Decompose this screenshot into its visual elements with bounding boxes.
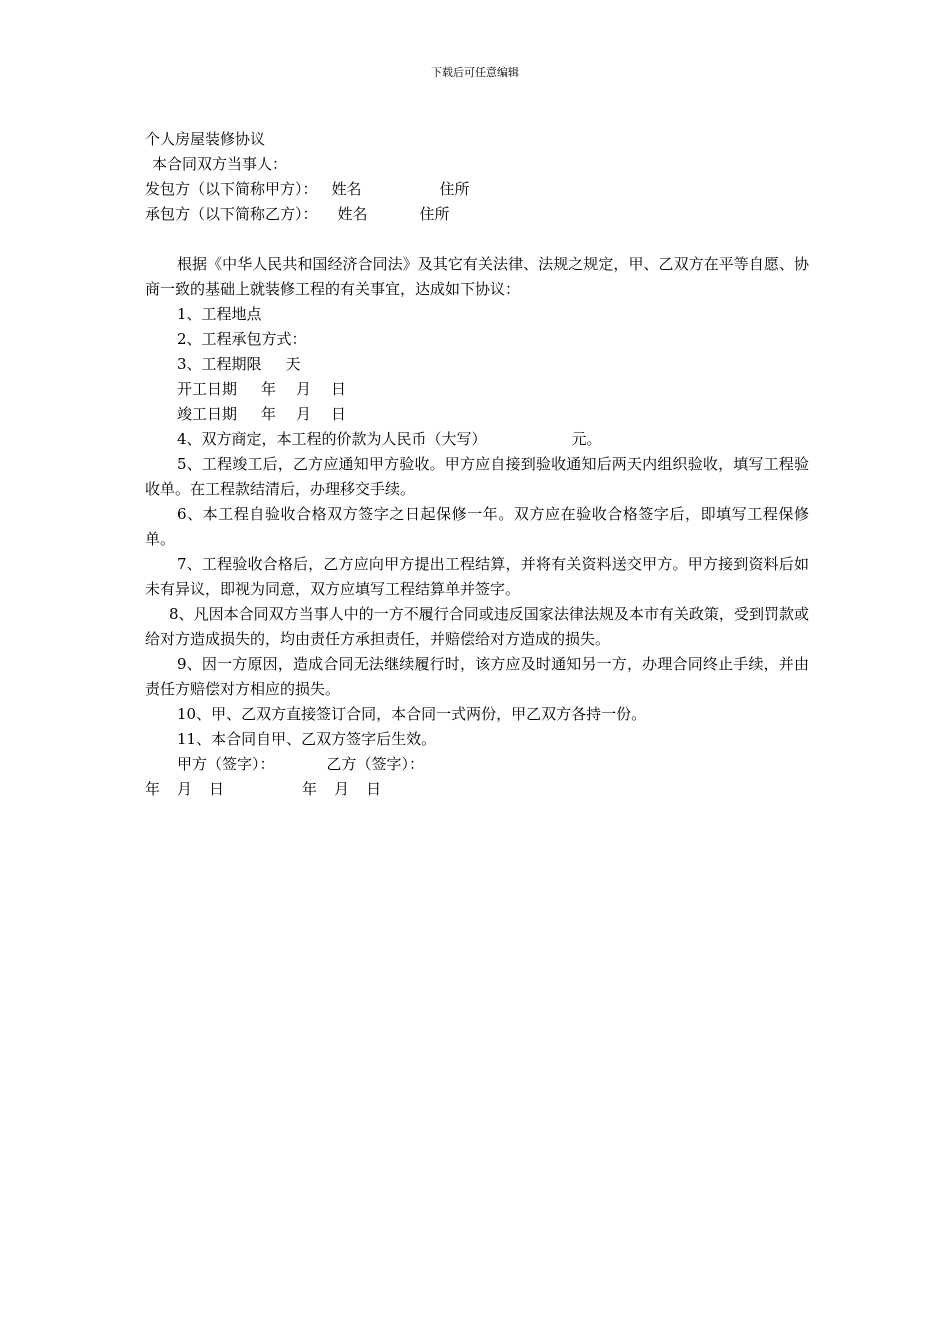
item-11-effective: 11、本合同自甲、乙双方签字后生效。 bbox=[177, 730, 437, 748]
party-a-signature-label: 甲方（签字）： bbox=[177, 755, 275, 773]
item-6-warranty: 6、本工程自验收合格双方签字之日起保修一年。双方应在验收合格签字后，即填写工程保修单。 bbox=[145, 505, 809, 548]
party-a-line bbox=[145, 177, 809, 202]
item-4-unit: 元。 bbox=[571, 430, 602, 448]
sign-date-b-year: 年 bbox=[302, 780, 318, 798]
document-title: 个人房屋装修协议 bbox=[145, 130, 266, 148]
item-1-location: 1、工程地点 bbox=[177, 305, 262, 323]
header-note: 下载后可任意编辑 bbox=[431, 66, 519, 79]
sign-date-a-year: 年 bbox=[145, 780, 161, 798]
signature-date-line bbox=[145, 777, 809, 802]
end-date-label: 竣工日期 bbox=[177, 405, 238, 423]
party-b-signature-label: 乙方（签字）： bbox=[326, 755, 425, 773]
item-3-unit: 天 bbox=[285, 355, 301, 373]
item-8-liability: 8、凡因本合同双方当事人中的一方不履行合同或违反国家法律法规及本市有关政策，受到罚款或给对方造成损失的，均由责任方承担责任，并赔偿给对方造成的损失。 bbox=[145, 605, 809, 648]
blank-line bbox=[145, 227, 809, 252]
party-b-address: 住所 bbox=[419, 205, 450, 223]
item-4-price bbox=[145, 427, 809, 452]
start-date-month: 月 bbox=[296, 380, 312, 398]
sign-date-b-month: 月 bbox=[334, 780, 350, 798]
end-date-line bbox=[145, 402, 809, 427]
item-4-text: 4、双方商定，本工程的价款为人民币（大写） bbox=[177, 430, 487, 448]
item-3-period bbox=[145, 352, 809, 377]
item-10-copies: 10、甲、乙双方直接签订合同，本合同一式两份，甲乙双方各持一份。 bbox=[177, 705, 647, 723]
party-b-name: 姓名 bbox=[337, 205, 368, 223]
party-b-label: 承包方（以下简称乙方）： bbox=[145, 205, 318, 223]
parties-intro: 本合同双方当事人： bbox=[152, 155, 288, 173]
sign-date-b-day: 日 bbox=[366, 780, 382, 798]
start-date-day: 日 bbox=[331, 380, 347, 398]
item-9-termination: 9、因一方原因，造成合同无法继续履行时，该方应及时通知另一方，办理合同终止手续，并由责任方赔偿对方相应的损失。 bbox=[145, 655, 809, 698]
item-2-method: 2、工程承包方式： bbox=[177, 330, 307, 348]
signature-line bbox=[145, 752, 809, 777]
start-date-year: 年 bbox=[261, 380, 277, 398]
agreement-document bbox=[145, 127, 809, 802]
item-5-acceptance: 5、工程竣工后，乙方应通知甲方验收。甲方应自接到验收通知后两天内组织验收，填写工程验收单。在工程款结清后，办理移交手续。 bbox=[145, 455, 809, 498]
item-3-label: 3、工程期限 bbox=[177, 355, 262, 373]
sign-date-a-month: 月 bbox=[177, 780, 193, 798]
item-7-settlement: 7、工程验收合格后，乙方应向甲方提出工程结算，并将有关资料送交甲方。甲方接到资料后如未有异议，即视为同意，双方应填写工程结算单并签字。 bbox=[145, 555, 809, 598]
end-date-year: 年 bbox=[261, 405, 277, 423]
start-date-line bbox=[145, 377, 809, 402]
party-a-name: 姓名 bbox=[331, 180, 362, 198]
party-a-label: 发包方（以下简称甲方）： bbox=[145, 180, 318, 198]
end-date-month: 月 bbox=[296, 405, 312, 423]
party-b-line bbox=[145, 202, 809, 227]
start-date-label: 开工日期 bbox=[177, 380, 238, 398]
end-date-day: 日 bbox=[331, 405, 347, 423]
party-a-address: 住所 bbox=[439, 180, 470, 198]
preamble: 根据《中华人民共和国经济合同法》及其它有关法律、法规之规定，甲、乙双方在平等自愿、协商一致的基础上就装修工程的有关事宜，达成如下协议： bbox=[145, 255, 809, 298]
sign-date-a-day: 日 bbox=[209, 780, 225, 798]
